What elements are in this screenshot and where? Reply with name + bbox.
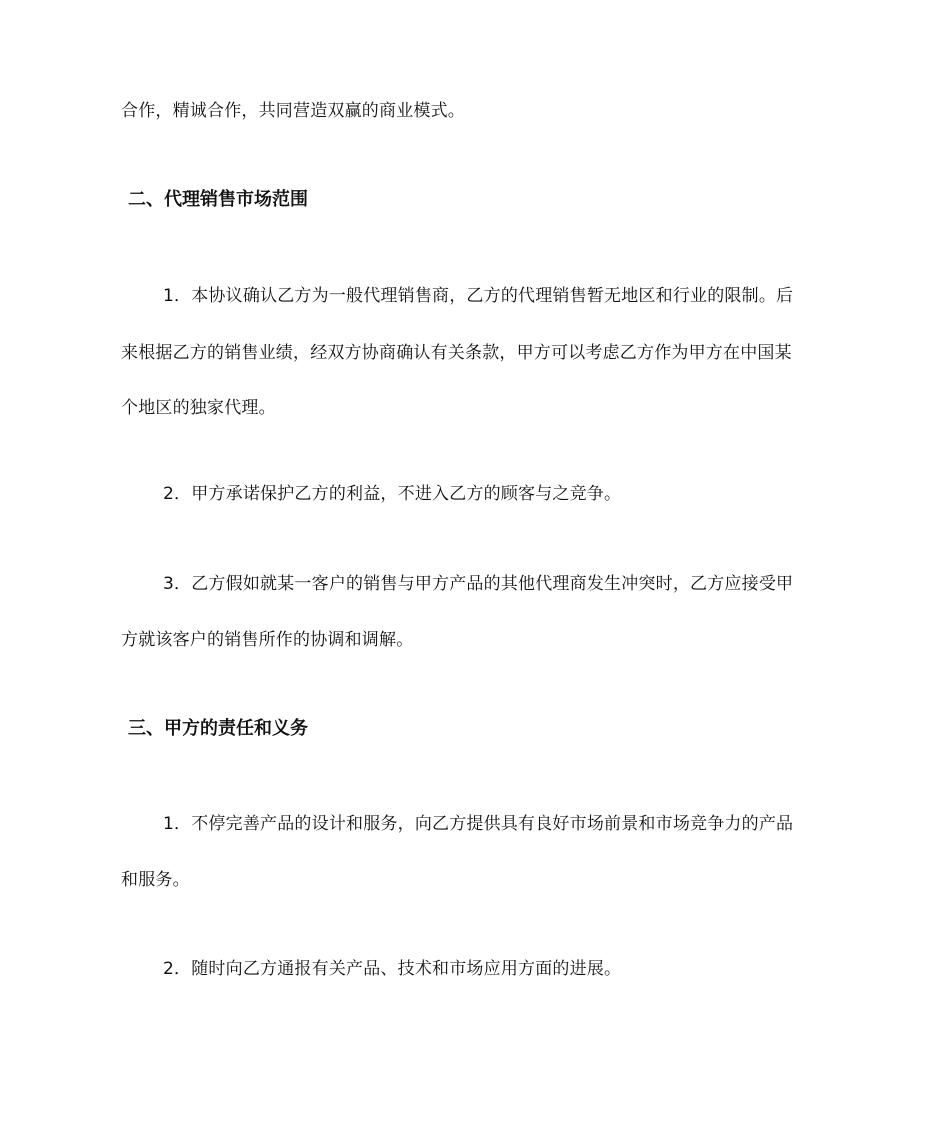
clause-2-1-line-2: 来根据乙方的销售业绩，经双方协商确认有关条款，甲方可以考虑乙方作为甲方在中国某 <box>121 343 792 363</box>
clause-2-3-line-2: 方就该客户的销售所作的协调和调解。 <box>121 630 414 650</box>
section-heading-market-scope: 二、代理销售市场范围 <box>128 189 308 210</box>
clause-3-1-line-2: 和服务。 <box>121 870 190 890</box>
clause-2-3-line-1: 3．乙方假如就某一客户的销售与甲方产品的其他代理商发生冲突时，乙方应接受甲 <box>163 574 794 594</box>
clause-3-1-line-1: 1．不停完善产品的设计和服务，向乙方提供具有良好市场前景和市场竞争力的产品 <box>163 814 794 834</box>
section-heading-party-a-duties: 三、甲方的责任和义务 <box>128 718 308 739</box>
clause-2-2-line-1: 2．甲方承诺保护乙方的利益，不进入乙方的顾客与之竞争。 <box>163 484 622 504</box>
paragraph-continuation: 合作，精诚合作，共同营造双赢的商业模式。 <box>121 101 465 121</box>
clause-2-1-line-1: 1．本协议确认乙方为一般代理销售商，乙方的代理销售暂无地区和行业的限制。后 <box>163 286 794 306</box>
clause-2-1-line-3: 个地区的独家代理。 <box>121 398 276 418</box>
clause-3-2-line-1: 2．随时向乙方通报有关产品、技术和市场应用方面的进展。 <box>163 959 622 979</box>
